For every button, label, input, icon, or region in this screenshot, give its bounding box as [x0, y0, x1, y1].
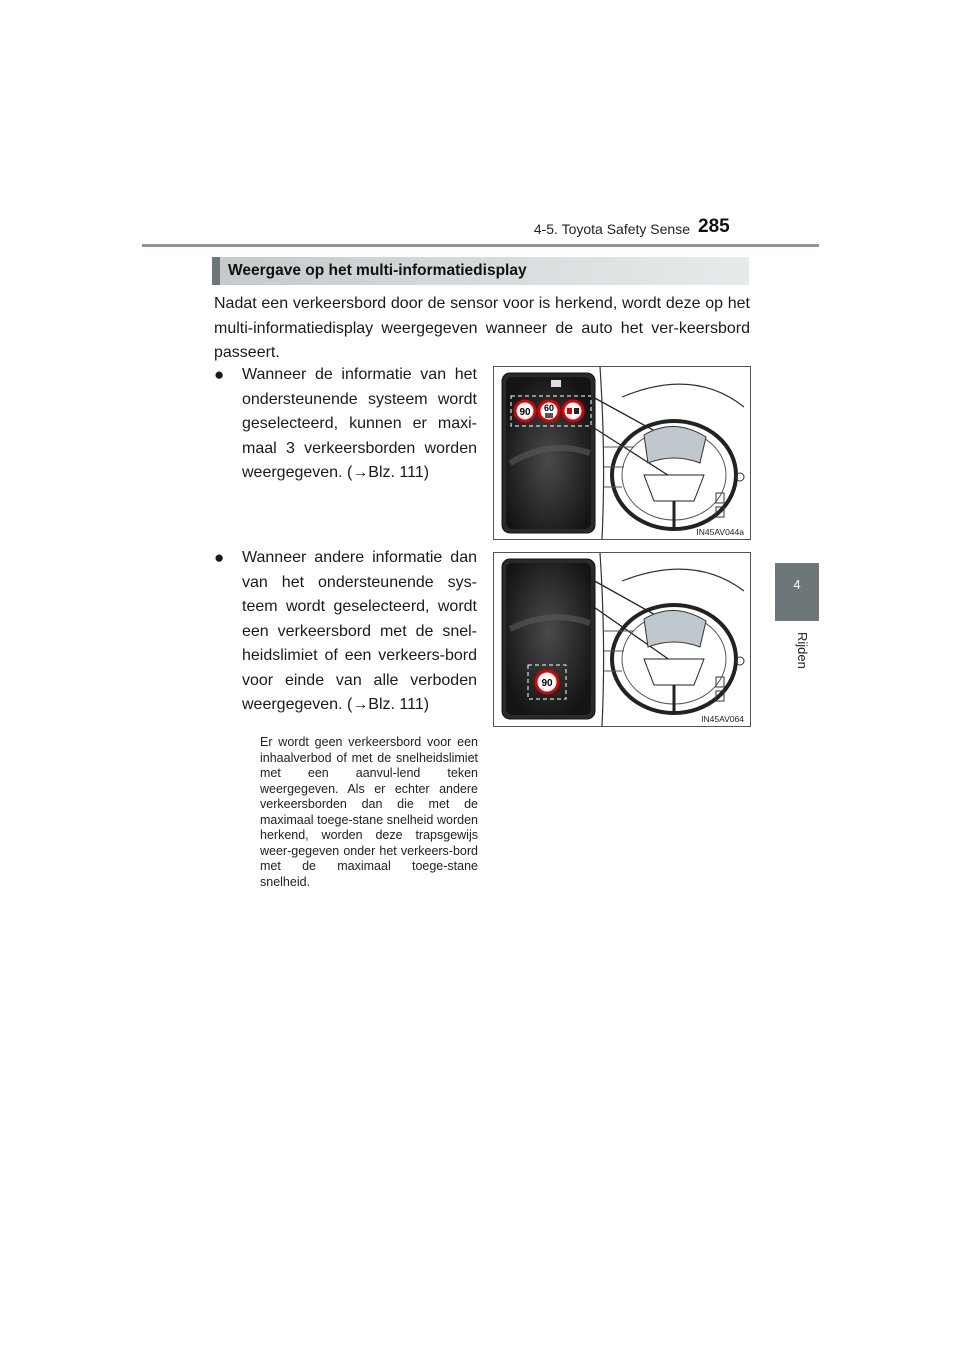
- intro-paragraph: Nadat een verkeersbord door de sensor voor is herkend, wordt deze op het multi-informatiedisplay weergegeven wanneer de auto het ver-keersbord passeert.: [214, 295, 750, 361]
- header-divider: [142, 244, 819, 247]
- no-overtaking-sign-icon: [563, 401, 583, 421]
- bullet-item: [214, 546, 477, 718]
- section-heading-accent: [212, 257, 220, 285]
- speed-sign-value: 90: [541, 678, 553, 689]
- chapter-tab: [775, 563, 819, 621]
- car-symbol-icon: [551, 380, 561, 387]
- gauge-cluster: [644, 426, 706, 463]
- chapter-number: 4: [793, 577, 801, 592]
- section-heading: [212, 257, 749, 285]
- bullet-text: Wanneer de informatie van het ondersteunende systeem wordt geselecteerd, kunnen er maxi-maal 3 verkeersborden worden weergegeven. (→Blz. 111): [242, 366, 477, 481]
- figure-display-single-sign: [493, 552, 751, 727]
- page-number: 285: [698, 216, 730, 237]
- running-header-section: 4-5. Toyota Safety Sense: [533, 221, 690, 237]
- bullet-marker: ●: [214, 365, 225, 384]
- speed-sign-value: 60: [543, 403, 555, 413]
- chapter-title: Rijden: [795, 632, 810, 669]
- figure-code: IN45AV044a: [696, 527, 744, 537]
- figure-illustration: [494, 367, 750, 539]
- figure-illustration: [494, 553, 750, 726]
- figure-display-three-signs: [493, 366, 751, 540]
- bullet-marker: ●: [214, 548, 225, 567]
- speed-sign-value: 90: [519, 407, 531, 418]
- note-paragraph: Er wordt geen verkeersbord voor een inhaalverbod of met de snelheidslimiet met een aanvul-lend teken weergegeven. Als er echter andere verkeersborden dan die met de maximaal toege-stane snelheid worden herkend, worden deze trapsgewijs weer-gegeven onder het verkeers-bord met de maximaal toege-stane snelheid.: [260, 735, 478, 889]
- gauge-cluster: [644, 610, 706, 647]
- figure-code: IN45AV064: [701, 714, 744, 724]
- bullet-item: [214, 363, 477, 486]
- section-title: Weergave op het multi-informatiedisplay: [228, 262, 527, 279]
- chapter-tab-label: [776, 632, 820, 692]
- bullet-text: Wanneer andere informatie dan van het ondersteunende sys-teem wordt geselecteerd, wordt een verkeersbord met de snel-heidslimiet of een verkeers-bord voor einde van alle verboden weergegeven. (→Blz. 111): [242, 549, 477, 713]
